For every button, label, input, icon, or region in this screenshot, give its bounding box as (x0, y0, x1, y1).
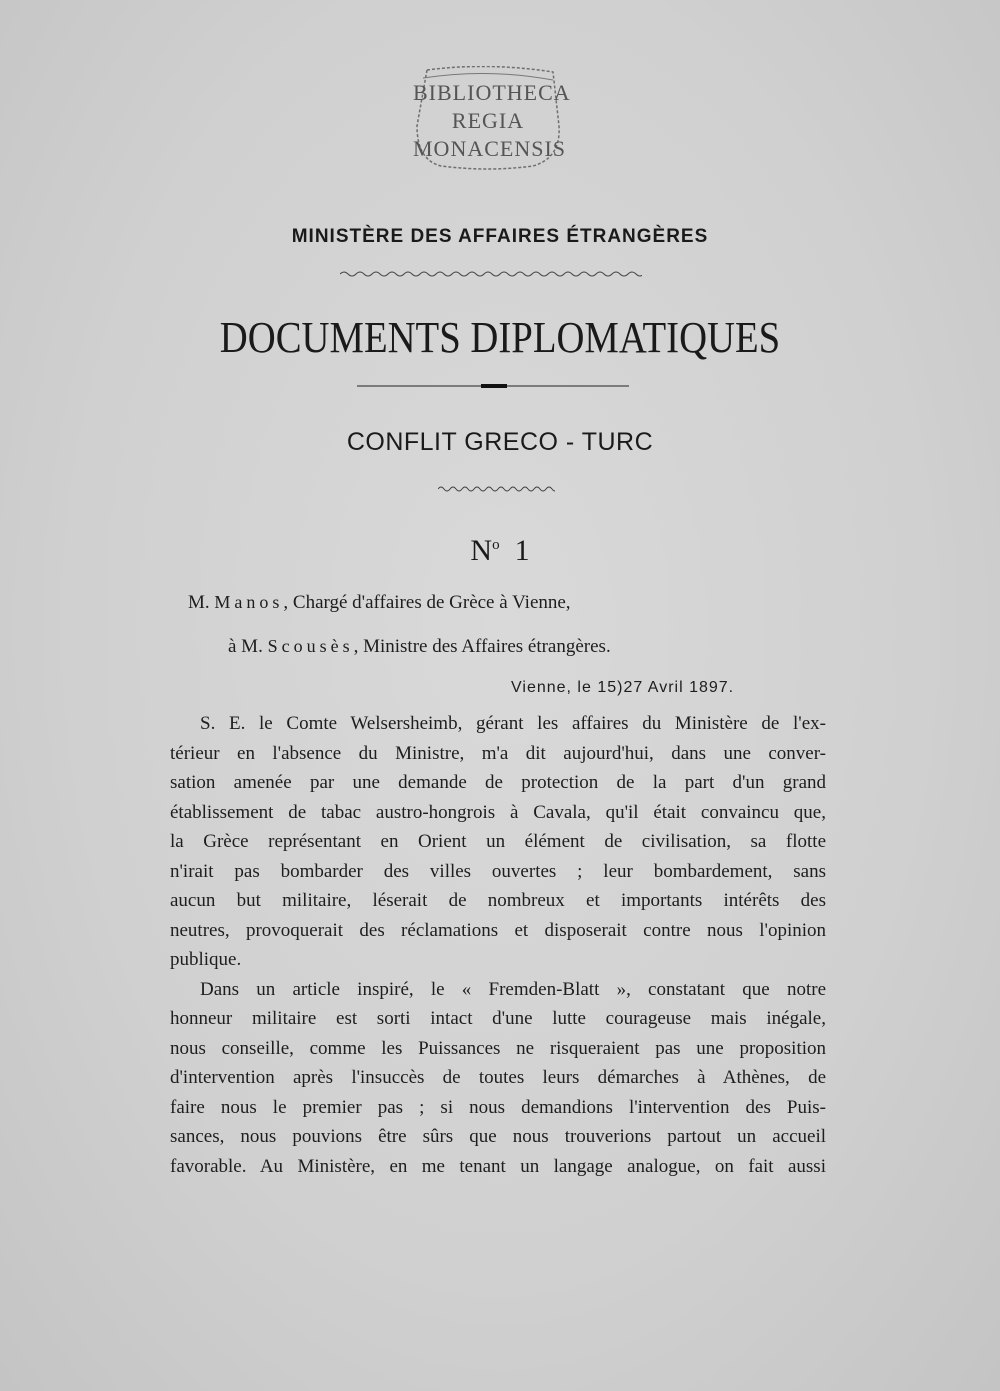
body-line: nous conseille, comme les Puissances ne risqueraient pas une proposition (170, 1037, 826, 1059)
body-line: n'irait pas bombarder des villes ouvertes ; leur bombardement, sans (170, 860, 826, 882)
body-line: la Grèce représentant en Orient un élément de civilisation, sa flotte (170, 831, 826, 852)
body-line: publique. (170, 949, 242, 970)
paragraph-2 (170, 975, 826, 1182)
body-line: favorable. Au Ministère, en me tenant un langage analogue, on fait aussi (170, 1155, 826, 1177)
recipient-prefix: à M. (228, 636, 268, 657)
body-line: d'intervention après l'insuccès de toutes leurs démarches à Athènes, de (170, 1067, 826, 1088)
stamp-line-1: BIBLIOTHECA (413, 80, 571, 105)
body-line: honneur militaire est sorti intact d'une lutte courageuse mais inégale, (170, 1008, 826, 1029)
body-line: térieur en l'absence du Ministre, m'a dit aujourd'hui, dans une conver- (170, 742, 826, 764)
body-line: sances, nous pouvions être sûrs que nous trouverions partout un accueil (170, 1126, 826, 1147)
number-sup: o (492, 537, 500, 553)
recipient-name: Scousès (267, 636, 354, 656)
recipient-title: , Ministre des Affaires étrangères. (353, 636, 611, 657)
sender-prefix: M. (188, 592, 215, 613)
sender-line (188, 592, 571, 614)
body-line: neutres, provoquerait des réclamations et disposerait contre nous l'opinion (170, 919, 826, 941)
subtitle: CONFLIT GRECO - TURC (346, 428, 654, 456)
document-number (0, 534, 1000, 568)
stamp-line-2: REGIA (451, 108, 525, 133)
title-rule (357, 382, 629, 390)
number-prefix: N (470, 534, 493, 567)
body-line: établissement de tabac austro-hongrois à Cavala, qu'il était convaincu que, (170, 801, 826, 823)
ministry-heading: MINISTÈRE DES AFFAIRES ÉTRANGÈRES (291, 226, 709, 247)
library-stamp (413, 66, 571, 170)
body-line: faire nous le premier pas ; si nous demandions l'intervention des Puis- (170, 1096, 826, 1118)
wavy-ornament-bottom (438, 484, 555, 492)
recipient-line (228, 636, 611, 658)
body-line: Dans un article inspiré, le « Fremden-Blatt », constatant que notre (200, 978, 826, 1000)
body-line: sation amenée par une demande de protection de la part d'un grand (170, 772, 826, 793)
dateline: Vienne, le 15)27 Avril 1897. (511, 679, 735, 696)
stamp-line-3: MONACENSIS (413, 136, 567, 161)
sender-name: Manos (214, 592, 284, 612)
wavy-ornament-top (340, 268, 642, 278)
body-line: S. E. le Comte Welsersheimb, gérant les affaires du Ministère de l'ex- (200, 713, 826, 734)
page-title: DOCUMENTS DIPLOMATIQUES (219, 313, 781, 362)
letter-body (170, 709, 826, 1181)
body-line: aucun but militaire, léserait de nombreux et importants intérêts des (170, 890, 826, 911)
paragraph-1 (170, 709, 826, 975)
number-value: 1 (514, 534, 530, 567)
sender-title: , Chargé d'affaires de Grèce à Vienne, (283, 592, 571, 613)
